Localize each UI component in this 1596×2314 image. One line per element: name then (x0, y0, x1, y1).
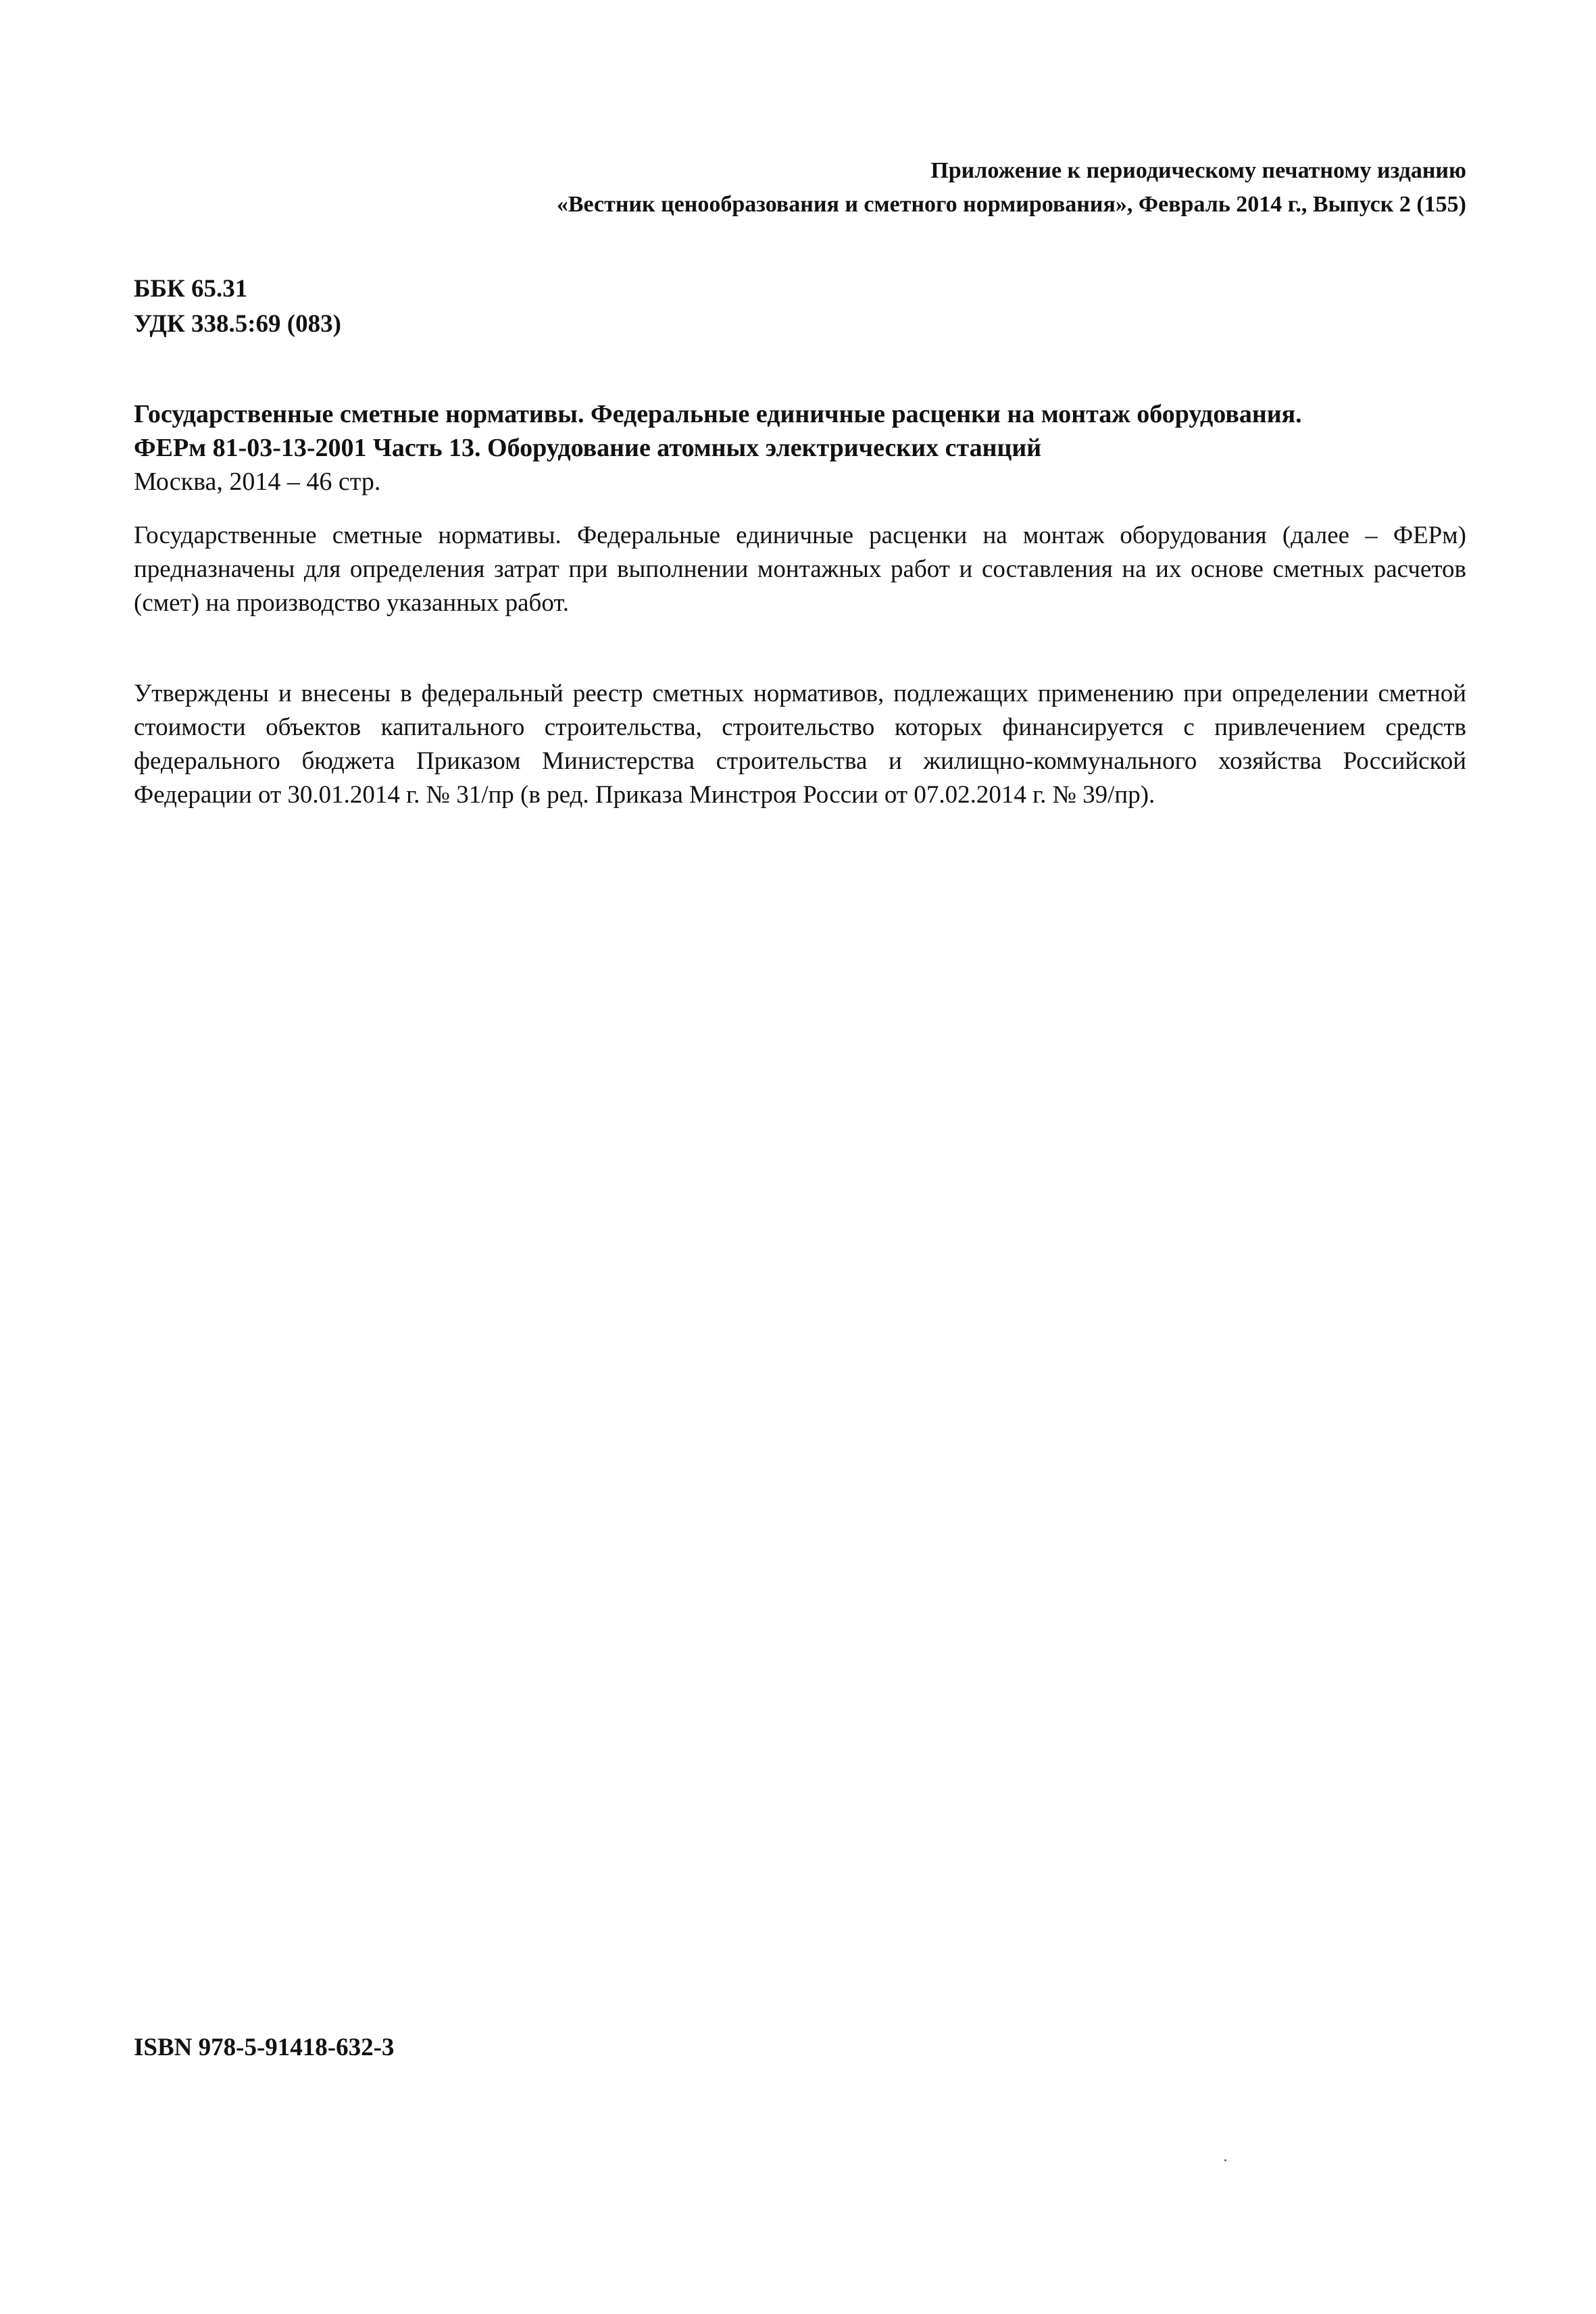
bbk-code: ББК 65.31 (134, 275, 248, 303)
header-line-2: «Вестник ценообразования и сметного нормирования», Февраль 2014 г., Выпуск 2 (155) (556, 192, 1466, 217)
isbn: ISBN 978-5-91418-632-3 (134, 2034, 395, 2061)
description-paragraph: Государственные сметные нормативы. Федеральные единичные расценки на монтаж оборудования (далее – ФЕРм) предназначены для определения затрат при выполнении монтажных работ и составления на их основе сметных расчетов (смет) на производство указанных работ. (134, 522, 1466, 617)
title-line-1: Государственные сметные нормативы. Федеральные единичные расценки на монтаж оборудования. (134, 400, 1302, 428)
publication-place-pages: Москва, 2014 – 46 стр. (134, 468, 381, 496)
scan-speck (1224, 2159, 1226, 2161)
udk-code: УДК 338.5:69 (083) (134, 310, 341, 338)
document-title-block (134, 397, 1466, 499)
approval-paragraph: Утверждены и внесены в федеральный реестр сметных нормативов, подлежащих применению при определении сметной стоимости объектов капитального строительства, строительство которых финансируется с привлечением средств федерального бюджета Приказом Министерства строительства и жилищно-коммунального хозяйства Российской Федерации от 30.01.2014 г. № 31/пр (в ред. Приказа Минстроя России от 07.02.2014 г. № 39/пр). (134, 680, 1466, 809)
publication-header (557, 154, 1466, 222)
title-line-2: ФЕРм 81-03-13-2001 Часть 13. Оборудование атомных электрических станций (134, 434, 1042, 462)
classification-codes (134, 272, 341, 342)
header-line-1: Приложение к периодическому печатному изданию (930, 158, 1466, 183)
